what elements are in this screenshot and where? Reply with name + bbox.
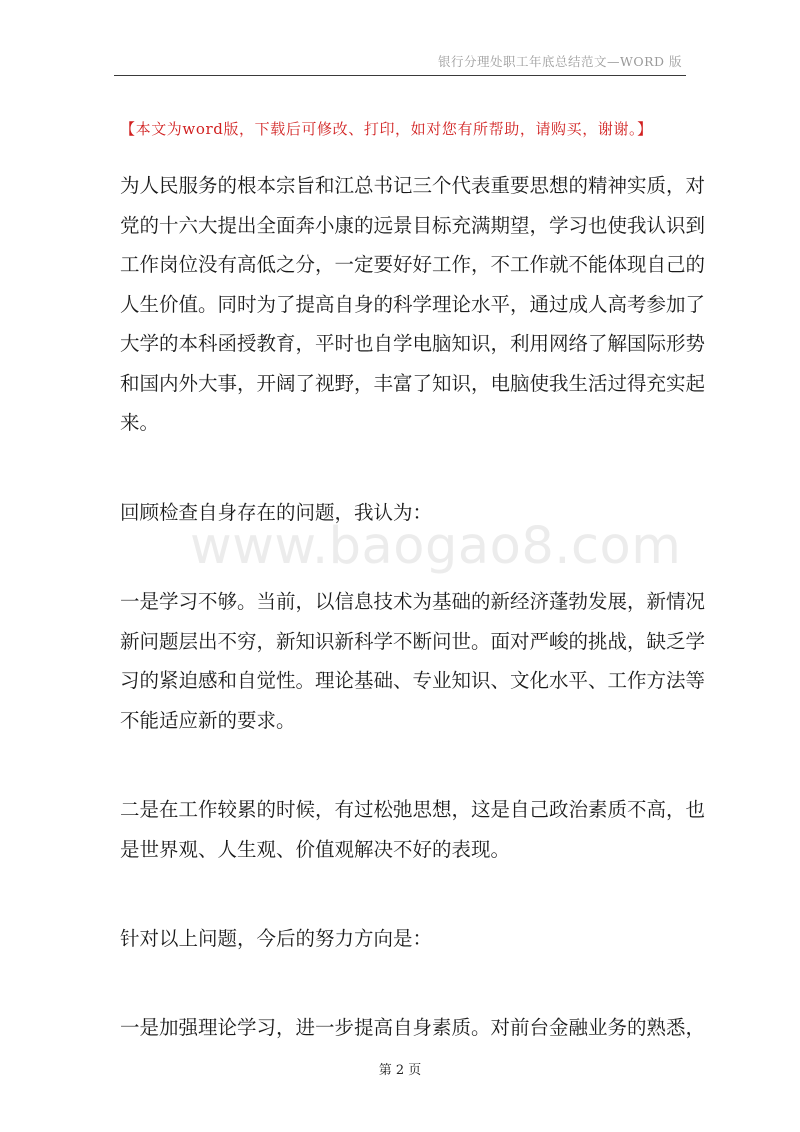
body-line: 工作岗位没有高低之分，一定要好好工作，不工作就不能体现自己的	[120, 253, 706, 276]
body-line: 来。	[120, 411, 160, 434]
body-line: 为人民服务的根本宗旨和江总书记三个代表重要思想的精神实质，对	[120, 174, 706, 197]
body-line: 针对以上问题，今后的努力方向是：	[120, 927, 433, 950]
body-line: 新问题层出不穷，新知识新科学不断问世。面对严峻的挑战，缺乏学	[120, 630, 706, 653]
body-line: 党的十六大提出全面奔小康的远景目标充满期望，学习也使我认识到	[120, 214, 706, 237]
page-number: 第 2 页	[378, 1063, 422, 1078]
body-line: 一是加强理论学习，进一步提高自身素质。对前台金融业务的熟悉，	[120, 1016, 706, 1039]
purchase-notice: 【本文为word版，下载后可修改、打印，如对您有所帮助，请购买，谢谢。】	[120, 120, 653, 138]
page-header-title: 银行分理处职工年底总结范文—WORD 版	[437, 54, 682, 69]
body-line: 大学的本科函授教育，平时也自学电脑知识，利用网络了解国际形势	[120, 332, 706, 355]
body-line: 和国内外大事，开阔了视野，丰富了知识，电脑使我生活过得充实起	[120, 372, 706, 395]
body-line: 是世界观、人生观、价值观解决不好的表现。	[120, 838, 511, 861]
body-line: 人生价值。同时为了提高自身的科学理论水平，通过成人高考参加了	[120, 293, 706, 316]
body-line: 回顾检查自身存在的问题，我认为：	[120, 501, 433, 524]
body-line: 一是学习不够。当前，以信息技术为基础的新经济蓬勃发展，新情况	[120, 590, 706, 613]
watermark: www.baogao8.com	[190, 517, 682, 576]
body-line: 不能适应新的要求。	[120, 709, 296, 732]
body-line: 习的紧迫感和自觉性。理论基础、专业知识、文化水平、工作方法等	[120, 669, 706, 692]
body-line: 二是在工作较累的时候，有过松弛思想，这是自己政治素质不高，也	[120, 798, 706, 821]
header-divider	[114, 75, 686, 76]
